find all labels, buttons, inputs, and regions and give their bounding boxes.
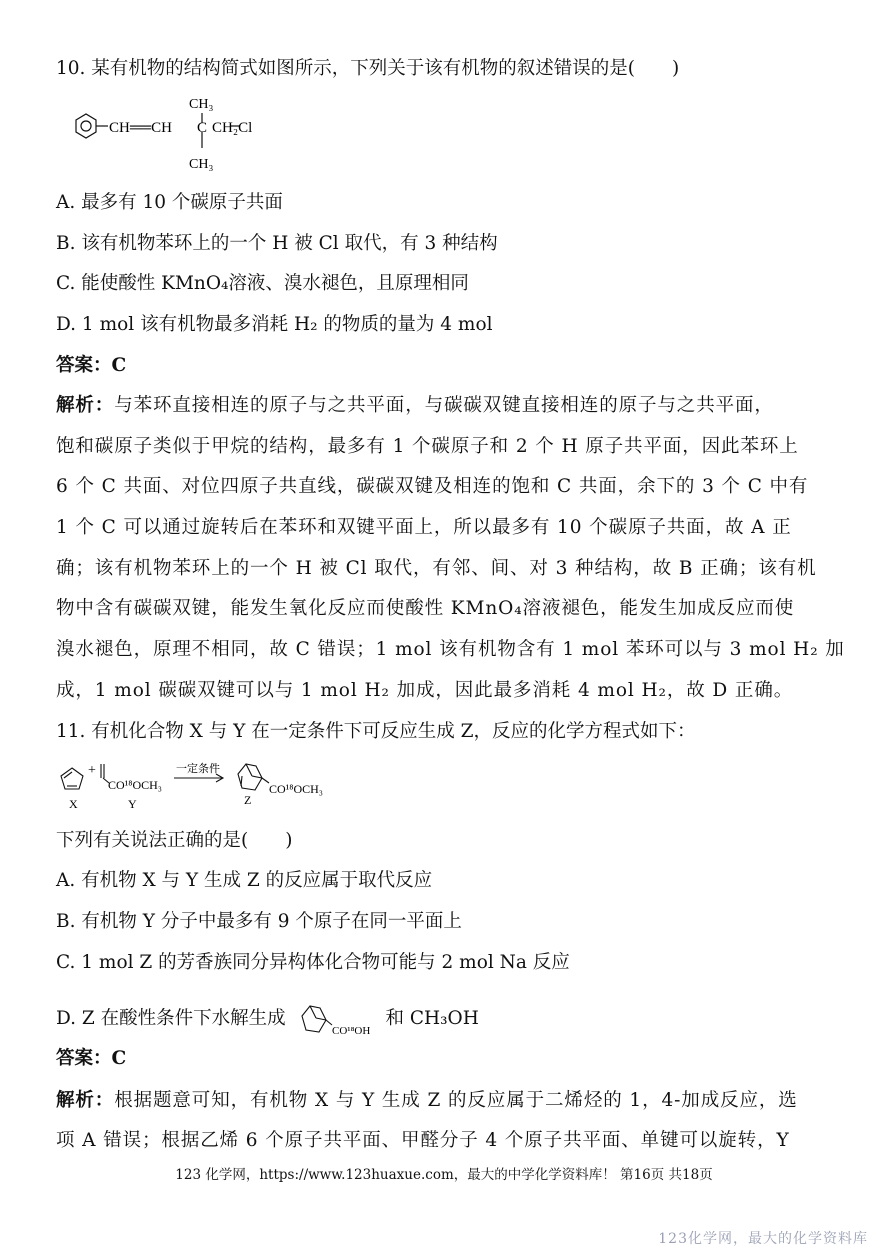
q10-chain: CH══CH — [109, 120, 172, 136]
q10-structure — [56, 88, 276, 180]
q11-option-a: A. 有机物 X 与 Y 生成 Z 的反应属于取代反应 — [56, 870, 433, 891]
q10-ch2cl: CH₂Cl — [212, 120, 253, 136]
q11-stem: 11. 有机化合物 X 与 Y 在一定条件下可反应生成 Z，反应的化学方程式如下： — [56, 721, 696, 742]
q10-option-d: D. 1 mol 该有机物最多消耗 H₂ 的物质的量为 4 mol — [56, 314, 493, 335]
q10-answer: 答案：C — [56, 355, 127, 376]
label-z: Z — [244, 793, 252, 807]
label-y: Y — [128, 797, 137, 811]
q10-option-a: A. 最多有 10 个碳原子共面 — [56, 192, 283, 213]
q11-question: 下列有关说法正确的是( ) — [56, 830, 293, 851]
y-ester-group: CO¹⁸OCH₃ — [108, 778, 162, 792]
q10-analysis-line: 物中含有碳碳双键，能发生氧化反应而使酸性 KMnO₄溶液褪色，能发生加成反应而使 — [56, 598, 795, 619]
q11-reaction-scheme — [56, 752, 356, 814]
q11-analysis-line: 解析：根据题意可知，有机物 X 与 Y 生成 Z 的反应属于二烯烃的 1，4-加成反应，选 — [56, 1090, 798, 1111]
q10-analysis-line: 解析：与苯环直接相连的原子与之共平面，与碳碳双键直接相连的原子与之共平面， — [56, 395, 774, 416]
q11-option-c: C. 1 mol Z 的芳香族同分异构体化合物可能与 2 mol Na 反应 — [56, 952, 570, 973]
q10-option-c: C. 能使酸性 KMnO₄溶液、溴水褪色，且原理相同 — [56, 273, 469, 294]
watermark: 123化学网，最大的化学资料库 — [658, 1231, 868, 1247]
hydrolysis-product-structure — [296, 998, 376, 1038]
benzene-ring — [76, 114, 96, 138]
q10-analysis-line: 6 个 C 共面、对位四原子共直线，碳碳双键及相连的饱和 C 共面，余下的 3 个 C 中有 — [56, 476, 809, 497]
reaction-plus: + — [88, 763, 96, 778]
q11-answer: 答案：C — [56, 1048, 127, 1069]
q11-option-b: B. 有机物 Y 分子中最多有 9 个原子在同一平面上 — [56, 911, 462, 932]
q10-analysis-line: 溴水褪色，原理不相同，故 C 错误；1 mol 该有机物含有 1 mol 苯环可以与 3 mol H₂ 加 — [56, 639, 845, 660]
q10-option-b: B. 该有机物苯环上的一个 H 被 Cl 取代，有 3 种结构 — [56, 233, 498, 254]
page-footer: 123 化学网，https://www.123huaxue.com，最大的中学化学资料库！ 第16页 共18页 — [175, 1167, 713, 1183]
q10-stem: 10. 某有机物的结构简式如图所示，下列关于该有机物的叙述错误的是( ) — [56, 58, 680, 79]
label-x: X — [69, 797, 78, 811]
q10-analysis-line: 成，1 mol 碳碳双键可以与 1 mol H₂ 加成，因此最多消耗 4 mol H₂，故 D 正确。 — [56, 680, 794, 701]
q10-analysis-line: 确；该有机物苯环上的一个 H 被 Cl 取代，有邻、间、对 3 种结构，故 B 正确；该有机 — [56, 558, 817, 579]
carboxyl-group: CO¹⁸OH — [331, 1025, 370, 1037]
z-ester-group: CO¹⁸OCH₃ — [269, 782, 323, 796]
reaction-condition: 一定条件 — [176, 763, 220, 775]
q10-analysis-line: 饱和碳原子类似于甲烷的结构，最多有 1 个碳原子和 2 个 H 原子共平面，因此苯环上 — [56, 436, 799, 457]
q10-ch3-top: CH₃ — [189, 97, 214, 112]
q10-ch3-bottom: CH₃ — [189, 157, 214, 172]
q10-analysis-line: 1 个 C 可以通过旋转后在苯环和双键平面上，所以最多有 10 个碳原子共面，故 A 正 — [56, 517, 792, 538]
q11-option-d: D. Z 在酸性条件下水解生成 CO¹⁸OH 和 CH₃OH — [56, 998, 479, 1038]
q11-analysis-line: 项 A 错误；根据乙烯 6 个原子共平面、甲醛分子 4 个原子共平面、单键可以旋转，Y — [56, 1130, 790, 1151]
q10-quaternary-c: C — [197, 120, 208, 136]
